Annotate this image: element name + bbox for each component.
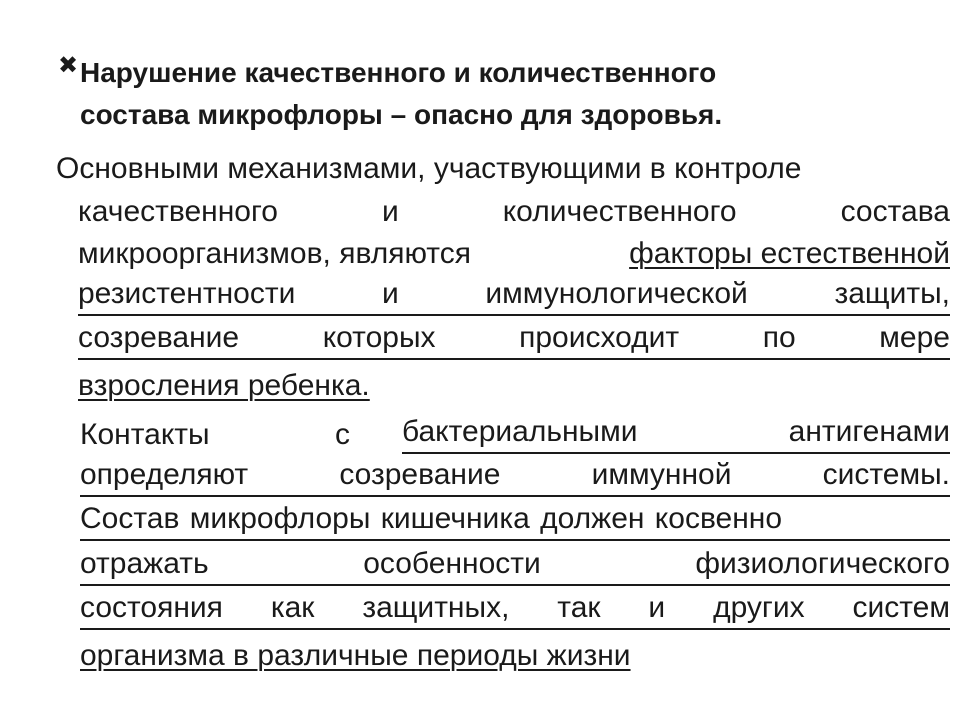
word: бактериальными [402, 415, 638, 448]
word: систем [852, 591, 950, 624]
word: которых [322, 321, 436, 354]
word: так [557, 591, 601, 624]
para1-line-5 [78, 320, 950, 360]
word: происходит [519, 321, 680, 354]
bullet-line-1: Нарушение качественного и количественного [80, 57, 717, 88]
bullet-text [80, 52, 938, 136]
para1-line-3-plain: микроорганизмов, являются [78, 237, 480, 270]
para2-line-6 [80, 635, 950, 678]
word: качественного [78, 194, 278, 228]
word: системы. [822, 457, 950, 491]
para1-line-4 [78, 276, 950, 316]
word: отражать [80, 546, 209, 580]
para1-line-6 [78, 365, 950, 408]
word: мере [879, 321, 950, 354]
para2-line-1-plain [80, 414, 350, 457]
word: количественного [502, 194, 737, 228]
para2-line-1 [80, 414, 950, 457]
para2-line-2 [80, 457, 950, 497]
paragraph-contacts [80, 414, 950, 677]
word: особенности [363, 546, 541, 580]
word: других [713, 591, 805, 624]
bullet-line-2: состава микрофлоры – опасно для здоровья. [80, 99, 723, 130]
word: и [382, 276, 399, 310]
word: и [648, 591, 666, 624]
word: созревание [339, 457, 501, 491]
para1-rest [56, 191, 950, 408]
word: состава [840, 194, 950, 228]
paragraph-mechanisms [56, 148, 950, 407]
underlined-phrase: факторы естественной [629, 237, 950, 270]
para1-line-1-text: Основными механизмами, участвующими в контроле [56, 152, 802, 185]
word: Контакты [80, 418, 210, 451]
word: иммунологической [485, 276, 748, 310]
word: по [762, 321, 796, 354]
para1-line-1 [56, 148, 950, 191]
para2-line-1-underlined [402, 414, 950, 454]
word: и [381, 194, 399, 228]
para2-line-3 [80, 501, 950, 541]
underlined-phrase: взросления ребенка. [78, 368, 370, 402]
word: состояния [80, 591, 223, 624]
para2-line-5 [80, 590, 950, 630]
word: иммунной [591, 457, 732, 491]
word: защитных, [362, 591, 510, 624]
word: определяют [80, 457, 249, 491]
x-mark-icon: ✖ [58, 52, 79, 79]
word: созревание [78, 321, 240, 354]
word: с [335, 418, 350, 451]
underlined-phrase: организма в различные периоды жизни [80, 638, 631, 672]
para2-line-4 [80, 546, 950, 586]
para2-line-3-text: Состав микрофлоры кишечника должен косвенно [80, 502, 783, 535]
bullet-heading [58, 52, 938, 136]
word: как [270, 591, 315, 624]
para1-line-3 [78, 233, 950, 276]
word: резистентности [78, 276, 296, 310]
para1-line-2 [78, 191, 950, 234]
word: антигенами [788, 415, 950, 448]
word: защиты, [834, 276, 950, 310]
word: физиологического [695, 546, 950, 580]
